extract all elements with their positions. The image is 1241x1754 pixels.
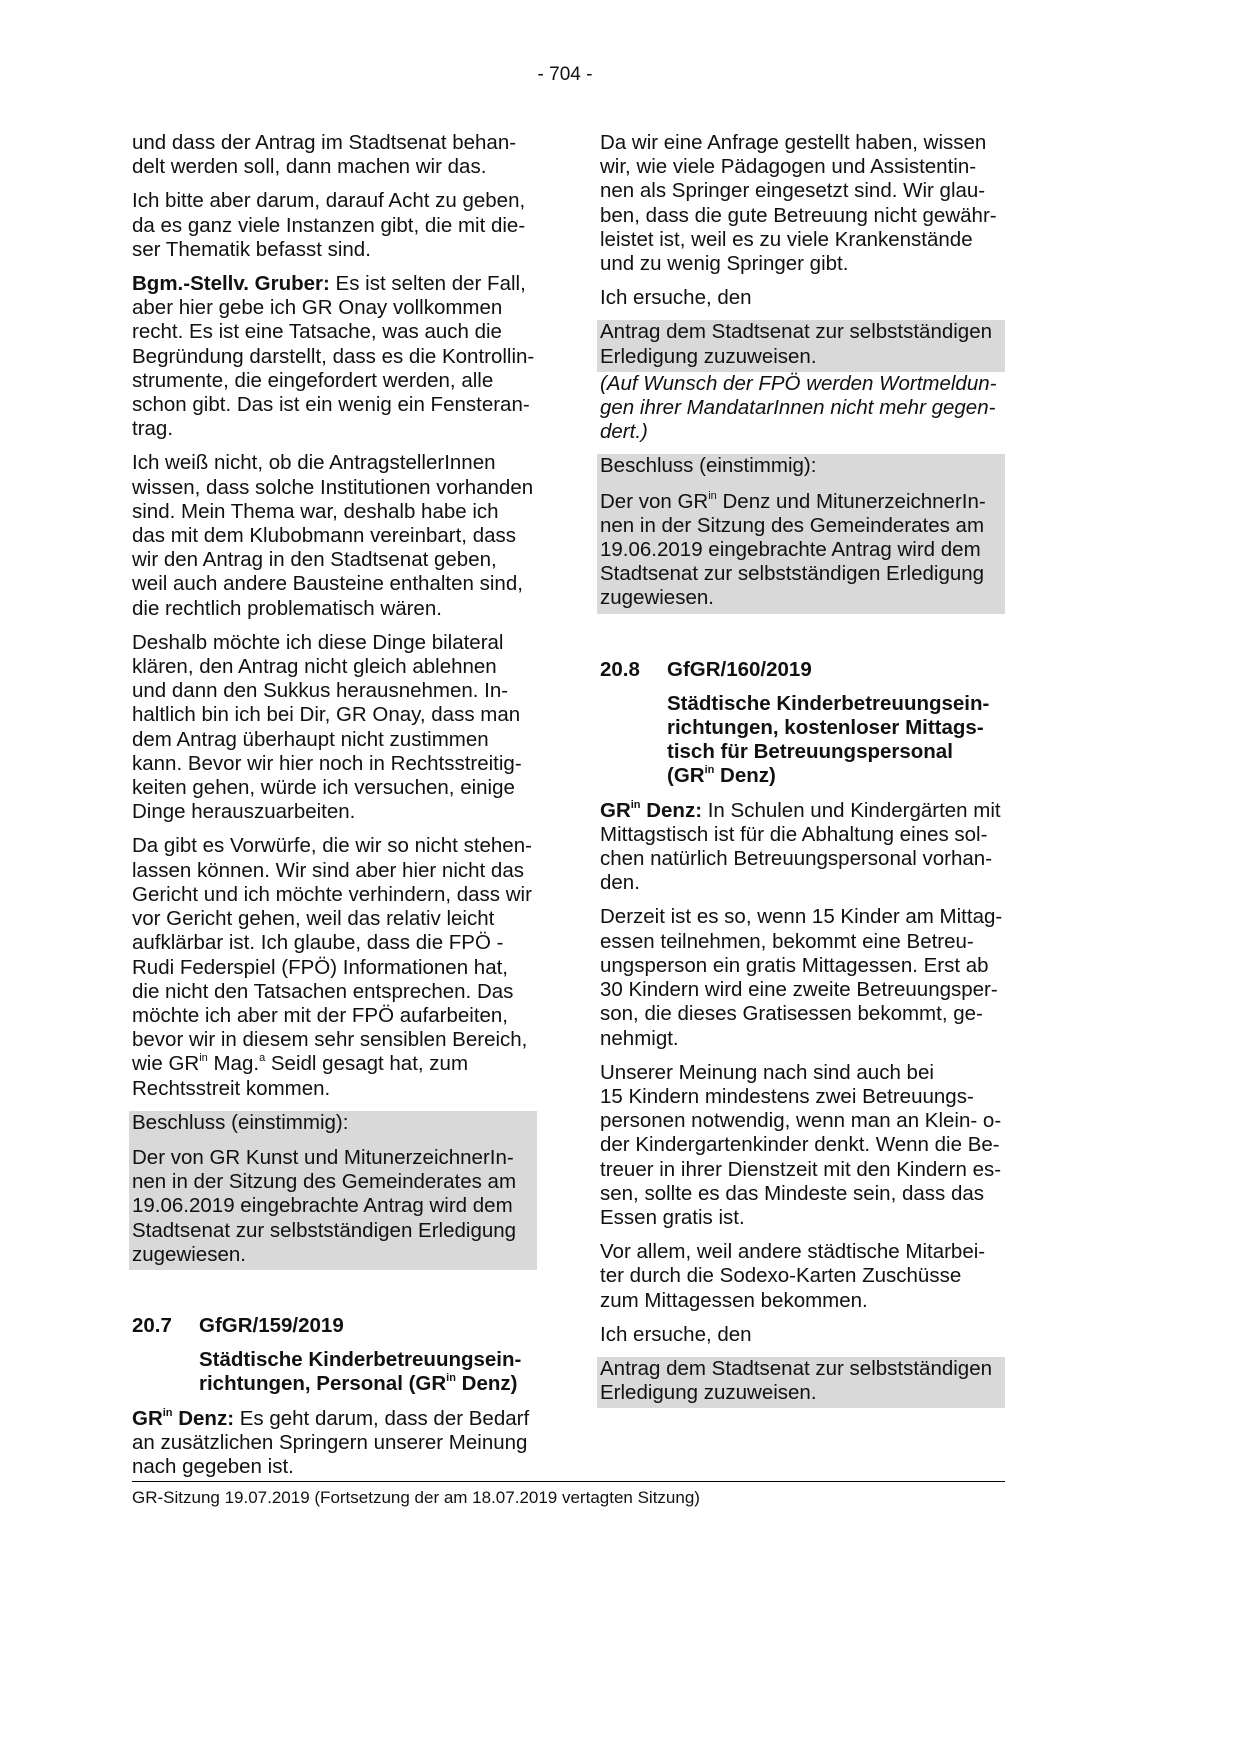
resolution-block [597, 454, 1005, 481]
paragraph [132, 451, 542, 620]
text-line: tisch für Betreuungspersonal [667, 740, 953, 764]
text-line: Städtische Kinderbetreuungsein- [667, 691, 990, 715]
text-line: Unserer Meinung nach sind auch bei [600, 1060, 934, 1084]
text-line: personen notwendig, wenn man an Klein- o- [600, 1109, 1002, 1133]
text-line: Stadtsenat zur selbstständigen Erledigung [132, 1218, 517, 1242]
text-line: wir, wie viele Pädagogen und Assistentin- [600, 155, 977, 179]
text-line: und dass der Antrag im Stadtsenat behan- [132, 131, 517, 154]
request-text [597, 1357, 1005, 1408]
text-line: Ich bitte aber darum, darauf Acht zu geben, [132, 189, 526, 213]
request-intro: Ich ersuche, den [600, 286, 752, 310]
text-line: und dann den Sukkus herausnehmen. In- [132, 679, 509, 703]
text-line: Da wir eine Anfrage gestellt haben, wissen [600, 131, 987, 154]
text-line: nach gegeben ist. [132, 1454, 294, 1478]
text-line: Rudi Federspiel (FPÖ) Informationen hat, [132, 955, 508, 979]
speaker-name: $GR^{in}$ Denz: [600, 798, 703, 822]
text-line: Stadtsenat zur selbstständigen Erledigung [600, 562, 985, 586]
section-number: 20.7 [132, 1313, 172, 1337]
resolution-text: Der von $GR^{in}$ Denz und MitunerzeichnerIn- nen in der Sitzung des Gemeinderates am 19.06.2019 eingebrachte Antrag wird dem Stadtsenat zur selbstständigen Erledigung zugewiesen. [597, 490, 1005, 614]
text-line: Gericht und ich möchte verhindern, dass wir [132, 882, 532, 906]
text-line: schon gibt. Das ist ein wenig ein Fensteran- [132, 393, 530, 417]
text-line: zum Mittagessen bekommen. [600, 1288, 868, 1312]
text-line: ben, dass die gute Betreuung nicht gewähr- [600, 203, 997, 227]
text-line: das mit dem Klubobmann vereinbart, dass [132, 524, 517, 548]
text-line: 19.06.2019 eingebrachte Antrag wird dem [132, 1194, 513, 1218]
section-heading [600, 658, 1010, 682]
left-column [132, 131, 542, 1489]
text-line: Derzeit ist es so, wenn 15 Kinder am Mittag- [600, 905, 1003, 929]
text-line: lassen können. Wir sind aber hier nicht das [132, 858, 524, 882]
text-line: Der von GR Kunst und MitunerzeichnerIn- [132, 1145, 514, 1169]
resolution-label: Beschluss (einstimmig): [132, 1110, 349, 1134]
text-line: trag. [132, 417, 174, 441]
text-line: nehmigt. [600, 1026, 679, 1050]
text-line: da es ganz viele Instanzen gibt, die mit die- [132, 213, 526, 237]
text-line: wir den Antrag in den Stadtsenat geben, [132, 548, 497, 572]
editorial-note [600, 372, 1010, 445]
text-line: 19.06.2019 eingebrachte Antrag wird dem [600, 538, 981, 562]
text-line: und zu wenig Springer gibt. [600, 252, 849, 276]
right-column [600, 131, 1010, 1408]
section-title: Städtische Kinderbetreuungsein- richtungen, kostenloser Mittags- tisch für Betreuungspersonal ($GR^{in}$ Denz) [667, 692, 1010, 789]
text-line: (Auf Wunsch der FPÖ werden Wortmeldun- [600, 371, 997, 395]
footer: GR-Sitzung 19.07.2019 (Fortsetzung der am 18.07.2019 vertagten Sitzung) [132, 1488, 700, 1507]
text-line: essen teilnehmen, bekommt eine Betreu- [600, 929, 974, 953]
resolution-label: Beschluss (einstimmig): [600, 454, 817, 478]
resolution-text [129, 1146, 537, 1270]
paragraph: Da gibt es Vorwürfe, die wir so nicht stehen- lassen können. Wir sind aber hier nicht das Gericht und ich möchte verhindern, dass wir vor Gericht gehen, weil das relativ leicht aufklärbar ist. Ich glaube, dass die FPÖ - Rudi Federspiel (FPÖ) Informationen hat, die nicht den Tatsachen entsprechen. Das möchte ich aber mit der FPÖ aufarbeiten, bevor wir in diesem sehr sensiblen Bereich, wie $GR^{in}$ Mag.$^a$ Seidl gesagt hat, zum Rechtsstreit kommen. [132, 834, 542, 1100]
text-line: Essen gratis ist. [600, 1205, 745, 1229]
text-line: sind. Mein Thema war, deshalb habe ich [132, 499, 499, 523]
text-line: aber hier gebe ich GR Onay vollkommen [132, 296, 503, 320]
text-line: gen ihrer MandatarInnen nicht mehr gegen- [600, 396, 996, 420]
text-line: chen natürlich Betreuungspersonal vorhan- [600, 847, 993, 871]
text-line: delt werden soll, dann machen wir das. [132, 155, 487, 179]
paragraph [132, 631, 542, 825]
speaker-paragraph: $GR^{in}$ Denz: In Schulen und Kindergärten mit Mittagstisch ist für die Abhaltung eines sol- chen natürlich Betreuungspersonal vorhan- den. [600, 799, 1010, 896]
text-line: son, die dieses Gratisessen bekommt, ge- [600, 1002, 983, 1026]
speaker-name: $GR^{in}$ Denz: [132, 1406, 235, 1430]
text-line: zugewiesen. [132, 1242, 246, 1266]
text-line: nen als Springer eingesetzt sind. Wir glau- [600, 179, 986, 203]
text-line: sen, sollte es das Mindeste sein, dass das [600, 1181, 985, 1205]
text-line: aufklärbar ist. Ich glaube, dass die FPÖ - [132, 931, 504, 955]
text-line: Erledigung zuzuweisen. [600, 344, 817, 368]
text-line: ser Thematik befasst sind. [132, 237, 371, 261]
text-line: Begründung darstellt, dass es die Kontrollin- [132, 344, 535, 368]
section-id: GfGR/160/2019 [667, 657, 812, 681]
text-line: nen in der Sitzung des Gemeinderates am [600, 513, 985, 537]
text-line: möchte ich aber mit der FPÖ aufarbeiten, [132, 1003, 509, 1027]
text-line: dert.) [600, 420, 648, 444]
request-intro: Ich ersuche, den [600, 1322, 752, 1346]
text-line: leistet ist, weil es zu viele Krankenstände [600, 227, 973, 251]
request-text [597, 320, 1005, 371]
text-line: richtungen, kostenloser Mittags- [667, 716, 984, 740]
text-line: Mittagstisch ist für die Abhaltung eines sol- [600, 822, 988, 846]
speaker-paragraph: Bgm.-Stellv. Gruber: Es ist selten der Fall, aber hier gebe ich GR Onay vollkommen recht. Es ist eine Tatsache, was auch die Begründung darstellt, dass es die Kontrollin- strumente, die eingefordert werden, alle schon gibt. Das ist ein wenig ein Fensteran- trag. [132, 272, 542, 441]
section-number: 20.8 [600, 657, 640, 681]
text-line: Antrag dem Stadtsenat zur selbstständigen [600, 320, 993, 344]
paragraph [600, 1240, 1010, 1313]
paragraph [600, 905, 1010, 1050]
text-line: keiten gehen, würde ich versuchen, einige [132, 776, 515, 800]
text-line: haltlich bin ich bei Dir, GR Onay, dass man [132, 703, 521, 727]
text-line: vor Gericht gehen, weil das relativ leicht [132, 907, 495, 931]
text-line: die nicht den Tatsachen entsprechen. Das [132, 979, 514, 1003]
section-id: GfGR/159/2019 [199, 1313, 344, 1337]
text-line: Vor allem, weil andere städtische Mitarbei- [600, 1240, 986, 1264]
text-line: Ich weiß nicht, ob die AntragstellerInnen [132, 451, 496, 475]
text-line: bevor wir in diesem sehr sensiblen Bereich, [132, 1028, 528, 1052]
text-line: recht. Es ist eine Tatsache, was auch die [132, 320, 502, 344]
resolution-block [129, 1111, 537, 1138]
text-line: an zusätzlichen Springern unserer Meinung [132, 1430, 528, 1454]
text-line: zugewiesen. [600, 586, 714, 610]
text-line: wissen, dass solche Institutionen vorhanden [132, 475, 534, 499]
speaker-paragraph: $GR^{in}$ Denz: Es geht darum, dass der Bedarf an zusätzlichen Springern unserer Meinung nach gegeben ist. [132, 1407, 542, 1480]
paragraph [600, 131, 1010, 276]
text-line: weil auch andere Bausteine enthalten sind, [132, 572, 523, 596]
section-title: Städtische Kinderbetreuungsein- richtungen, Personal ($GR^{in}$ Denz) [199, 1348, 522, 1396]
page-number: - 704 - [537, 64, 593, 85]
text-line: 30 Kindern wird eine zweite Betreuungsper- [600, 978, 998, 1002]
text-line: ungsperson ein gratis Mittagessen. Erst ab [600, 953, 989, 977]
section-heading [132, 1314, 542, 1338]
paragraph [600, 1061, 1010, 1230]
text-line: den. [600, 871, 640, 895]
text-line: die rechtlich problematisch wären. [132, 596, 442, 620]
text-line: Erledigung zuzuweisen. [600, 1381, 817, 1405]
text-line: 15 Kindern mindestens zwei Betreuungs- [600, 1084, 974, 1108]
text-line: der Kindergartenkinder denkt. Wenn die Be- [600, 1133, 1000, 1157]
text-line: Deshalb möchte ich diese Dinge bilateral [132, 630, 504, 654]
speaker-name: Bgm.-Stellv. Gruber: [132, 272, 330, 296]
text-line: ter durch die Sodexo-Karten Zuschüsse [600, 1264, 962, 1288]
text-line: kann. Bevor wir hier noch in Rechtsstreitig- [132, 751, 522, 775]
text-line: treuer in ihrer Dienstzeit mit den Kindern es- [600, 1157, 1002, 1181]
paragraph [132, 131, 542, 179]
text-line: nen in der Sitzung des Gemeinderates am [132, 1170, 517, 1194]
text-line: Antrag dem Stadtsenat zur selbstständigen [600, 1356, 993, 1380]
paragraph [132, 189, 542, 262]
text-line: strumente, die eingefordert werden, alle [132, 368, 494, 392]
text-line: Da gibt es Vorwürfe, die wir so nicht stehen- [132, 834, 532, 858]
text-line: klären, den Antrag nicht gleich ablehnen [132, 655, 497, 679]
text-line: Dinge herauszuarbeiten. [132, 800, 356, 824]
footer-divider [132, 1481, 1005, 1482]
text-line: dem Antrag überhaupt nicht zustimmen [132, 727, 489, 751]
